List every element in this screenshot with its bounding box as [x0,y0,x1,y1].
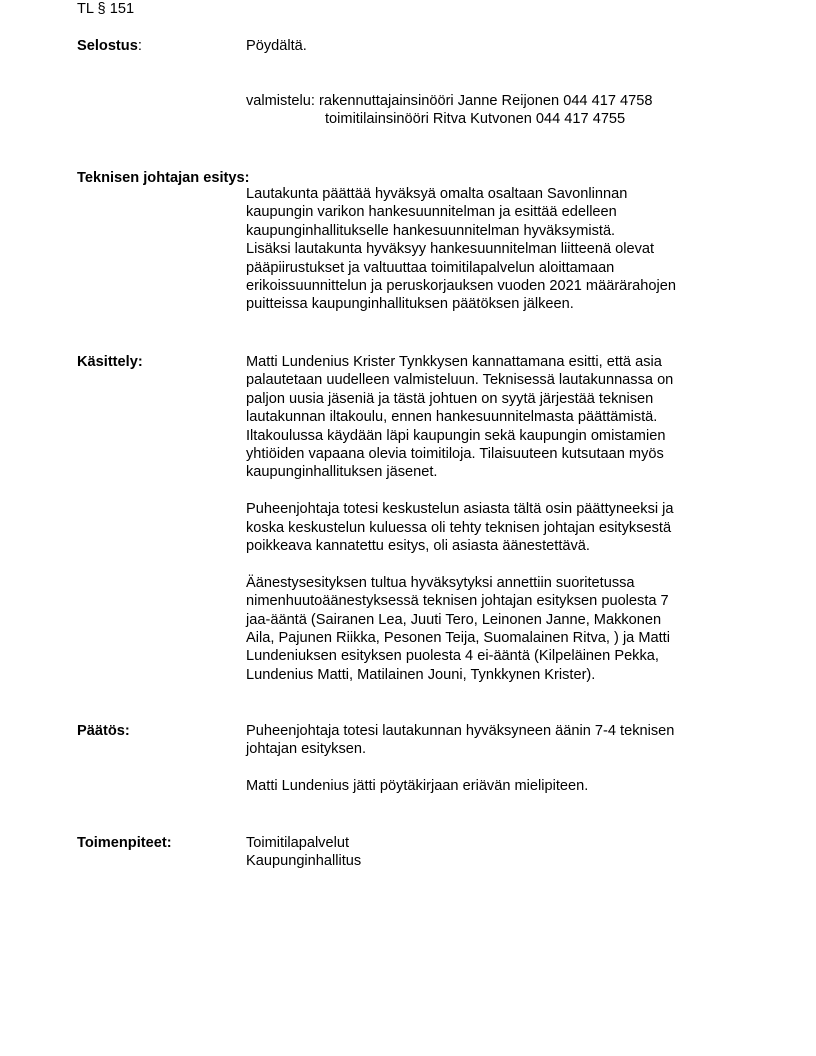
esitys-line: erikoissuunnittelun ja peruskorjauksen vuoden 2021 määrärahojen [246,278,676,295]
kasittely-line: yhtiöiden vapaana olevia toimitiloja. Tilaisuuteen kutsutaan myös [246,446,664,463]
paatos-text [246,722,726,796]
paatos-paragraph [246,777,726,795]
paatos-line: johtajan esityksen. [246,741,367,758]
selostus-label-colon: : [137,38,142,54]
kasittely-line: Lundenius Matti, Matilainen Jouni, Tynkkynen Krister). [246,666,596,683]
esitys-line: puitteissa kaupunginhallituksen päätöksen jälkeen. [246,296,574,313]
kasittely-line: nimenhuutoäänestyksessä teknisen johtajan esityksen puolesta 7 [246,593,669,610]
preparer-2: toimitilainsinööri Ritva Kutvonen 044 417 4755 [325,111,626,128]
kasittely-line: koska keskustelun kuluessa oli tehty teknisen johtajan esityksestä [246,519,672,536]
kasittely-line: poikkeava kannatettu esitys, oli asiasta äänestettävä. [246,538,590,555]
toimenpide-item: Kaupunginhallitus [246,853,362,870]
toimenpiteet-label: Toimenpiteet: [77,835,172,851]
paatos-label: Päätös: [77,723,130,739]
esitys-line: kaupunginhallitukselle hankesuunnitelman hyväksymistä. [246,222,616,239]
kasittely-line: paljon uusia jäseniä ja tästä johtuen on syytä järjestää teknisen [246,390,654,407]
section-reference: TL § 151 [77,1,135,17]
kasittely-paragraph [246,353,726,482]
paatos-line: Matti Lundenius jätti pöytäkirjaan eriävän mielipiteen. [246,778,589,795]
toimenpiteet-text [246,834,726,871]
kasittely-line: Aila, Pajunen Riikka, Pesonen Teija, Suomalainen Ritva, ) ja Matti [246,630,670,647]
paatos-line: Puheenjohtaja totesi lautakunnan hyväksyneen äänin 7-4 teknisen [246,723,675,739]
esitys-line: Lisäksi lautakunta hyväksyy hankesuunnitelman liitteenä olevat [246,241,655,258]
preparation-row-1 [246,92,726,110]
esitys-text [246,185,726,314]
kasittely-line: Lundeniuksen esityksen puolesta 4 ei-ääntä (Kilpeläinen Pekka, [246,648,659,665]
kasittely-line: Matti Lundenius Krister Tynkkysen kannattamana esitti, että asia [246,354,662,370]
esitys-label: Teknisen johtajan esitys: [77,170,250,186]
esitys-line: pääpiirustukset ja valtuuttaa toimitilapalvelun aloittamaan [246,259,615,276]
kasittely-line: lautakunnan iltakoulu, ennen hankesuunnitelmasta päättämistä. [246,409,658,426]
paatos-paragraph [246,722,726,759]
kasittely-line: palautetaan uudelleen valmisteluun. Teknisessä lautakunnassa on [246,372,674,389]
kasittely-line: Puheenjohtaja totesi keskustelun asiasta tältä osin päättyneeksi ja [246,501,674,518]
selostus-label [77,37,142,55]
kasittely-paragraph [246,500,726,555]
kasittely-line: kaupunginhallituksen jäsenet. [246,464,438,481]
selostus-text: Pöydältä. [246,38,307,54]
kasittely-paragraph [246,574,726,684]
toimenpide-item: Toimitilapalvelut [246,835,350,851]
preparer-1: rakennuttajainsinööri Janne Reijonen 044 417 4758 [319,93,653,109]
esitys-line: Lautakunta päättää hyväksyä omalta osaltaan Savonlinnan [246,186,628,202]
esitys-line: kaupungin varikon hankesuunnitelman ja esittää edelleen [246,204,617,221]
preparation-prefix: valmistelu: [246,93,319,109]
preparation-block [246,92,726,129]
kasittely-line: Iltakoulussa käydään läpi kaupungin sekä kaupungin omistamien [246,427,666,444]
kasittely-text [246,353,726,684]
kasittely-label: Käsittely: [77,354,143,370]
kasittely-line: jaa-ääntä (Sairanen Lea, Juuti Tero, Leinonen Janne, Makkonen [246,611,662,628]
kasittely-line: Äänestysesityksen tultua hyväksytyksi annettiin suoritetussa [246,574,635,591]
selostus-label-text: Selostus [77,38,138,54]
